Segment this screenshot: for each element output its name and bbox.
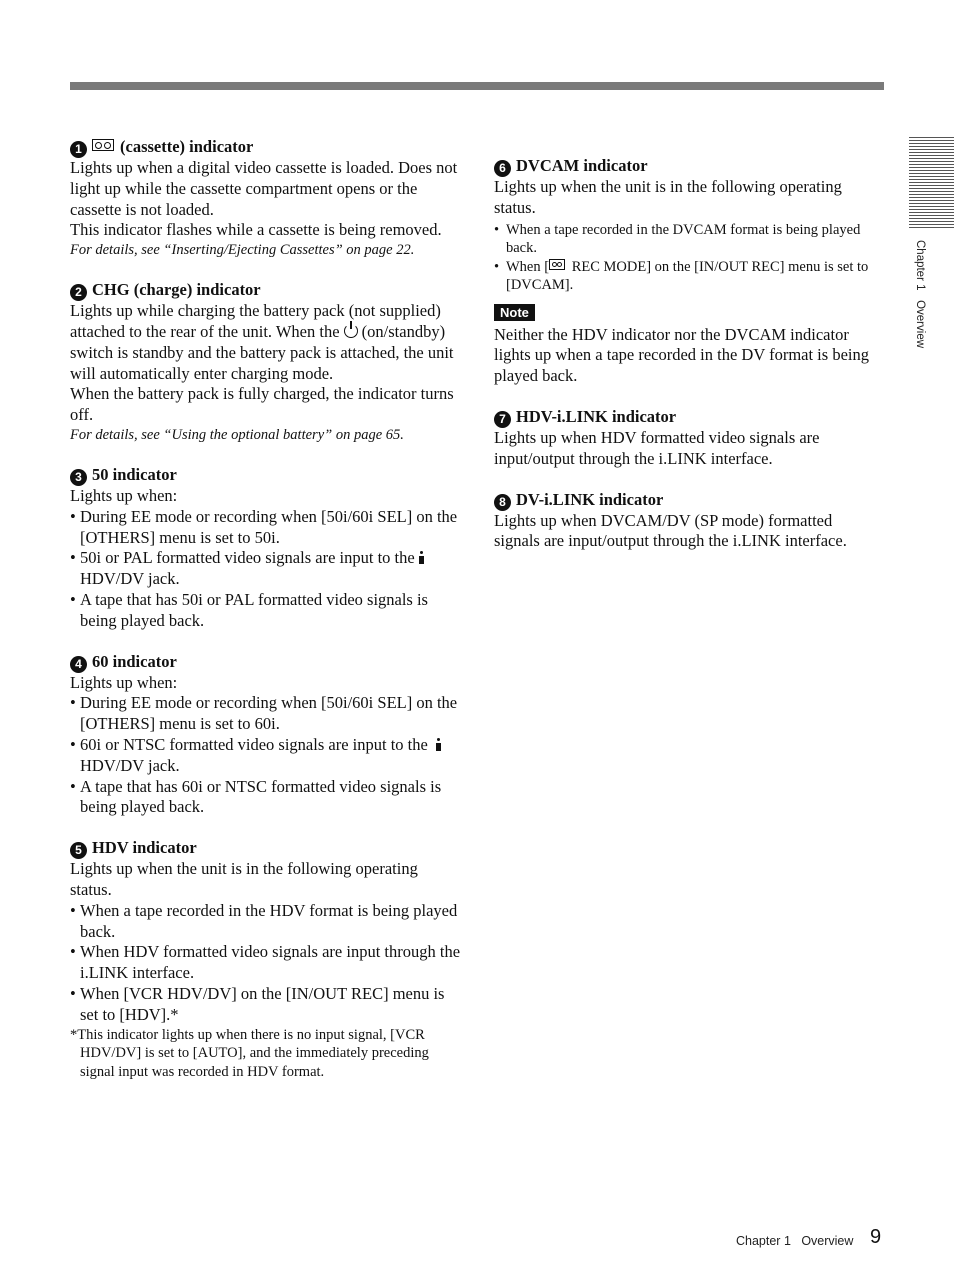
heading-text: CHG (charge) indicator — [92, 280, 261, 300]
number-badge: 2 — [70, 284, 87, 301]
note-label: Note — [494, 304, 535, 321]
list-item-part: 50i or PAL formatted video signals are input to the — [80, 548, 415, 568]
ilink-icon — [435, 738, 441, 751]
list-item: • When [VCR HDV/DV] on the [IN/OUT REC] menu is set to [HDV].* — [70, 984, 462, 1026]
section-50-indicator — [70, 465, 462, 632]
section-heading — [70, 465, 462, 486]
cross-reference: For details, see “Using the optional battery” on page 65. — [70, 426, 404, 443]
body-text: Lights up when the unit is in the following operating status. — [494, 177, 842, 217]
heading-text: DV-i.LINK indicator — [516, 489, 664, 509]
list-item: • When a tape recorded in the DVCAM format is being played back. — [494, 221, 880, 258]
bullet-list — [70, 693, 462, 818]
bullet-list — [70, 507, 462, 632]
body-text: Lights up when a digital video cassette is loaded. Does not light up while the cassette compartment opens or the cassette is not loaded. — [70, 158, 458, 219]
list-item — [70, 548, 462, 590]
section-hdv-indicator — [70, 838, 462, 1081]
body-text: This indicator flashes while a cassette is being removed. — [70, 220, 442, 240]
list-item-part: 60i or NTSC formatted video signals are input to the — [80, 734, 428, 754]
section-dv-ilink-indicator — [494, 490, 880, 553]
section-dvcam-indicator — [494, 156, 880, 387]
number-badge: 3 — [70, 469, 87, 486]
list-item: • During EE mode or recording when [50i/60i SEL] on the [OTHERS] menu is set to 50i. — [70, 507, 462, 549]
list-item: • A tape that has 50i or PAL formatted video signals is being played back. — [70, 590, 462, 632]
cassette-icon — [92, 139, 114, 151]
cassette-icon — [549, 259, 565, 270]
bullet-list — [494, 221, 880, 295]
list-item-part: HDV/DV jack. — [80, 569, 180, 589]
header-rule — [70, 82, 884, 90]
body-text: Lights up when DVCAM/DV (SP mode) formatted signals are input/output through the i.LINK interface. — [494, 510, 847, 551]
number-badge: 7 — [494, 411, 511, 428]
section-heading — [494, 156, 880, 177]
section-cassette-indicator — [70, 137, 462, 260]
body-text — [70, 301, 462, 384]
chapter-tab-stripes — [909, 137, 954, 229]
list-item — [70, 735, 462, 777]
number-badge: 1 — [70, 141, 87, 158]
heading-text: HDV-i.LINK indicator — [516, 406, 677, 426]
section-heading — [494, 490, 880, 511]
list-item — [494, 258, 880, 295]
section-heading — [70, 838, 462, 859]
number-badge: 6 — [494, 160, 511, 177]
heading-text: HDV indicator — [92, 838, 197, 858]
cross-reference: For details, see “Inserting/Ejecting Cassettes” on page 22. — [70, 242, 415, 259]
heading-text: (cassette) indicator — [120, 137, 254, 156]
body-text-part: (on/standby) switch is standby and the battery pack is attached, the unit will automatically enter charging mode. — [70, 321, 454, 383]
page-number: 9 — [870, 1226, 882, 1248]
body-text-part: Lights up while charging the battery pack (not supplied) attached to the rear of the unit. When the — [70, 301, 441, 341]
power-icon — [344, 324, 358, 338]
list-item-part: When [ — [506, 258, 550, 275]
section-chg-indicator — [70, 280, 462, 445]
heading-text: DVCAM indicator — [516, 156, 648, 175]
list-item: • During EE mode or recording when [50i/60i SEL] on the [OTHERS] menu is set to 60i. — [70, 693, 462, 735]
list-item: • When HDV formatted video signals are input through the i.LINK interface. — [70, 942, 462, 984]
note-text: Neither the HDV indicator nor the DVCAM indicator lights up when a tape recorded in the DV format is being played back. — [494, 324, 869, 386]
number-badge: 4 — [70, 656, 87, 673]
section-heading — [494, 407, 880, 428]
section-heading — [70, 280, 462, 301]
chapter-side-tab: Chapter 1 Overview — [914, 240, 926, 349]
body-text: Lights up when: — [70, 485, 178, 505]
list-item-part: HDV/DV jack. — [80, 755, 180, 775]
list-item-part: REC MODE] on the [IN/OUT REC] menu is set to [DVCAM]. — [506, 258, 869, 294]
heading-text: 50 indicator — [92, 464, 177, 484]
body-text: Lights up when HDV formatted video signals are input/output through the i.LINK interface. — [494, 427, 820, 468]
heading-text: 60 indicator — [92, 651, 177, 671]
section-60-indicator — [70, 652, 462, 819]
list-item: • When a tape recorded in the HDV format is being played back. — [70, 901, 462, 943]
section-heading — [70, 137, 462, 158]
body-text: Lights up when the unit is in the following operating status. — [70, 859, 418, 899]
bullet-list — [70, 901, 462, 1026]
list-item: • A tape that has 60i or NTSC formatted video signals is being played back. — [70, 777, 462, 819]
section-heading — [70, 652, 462, 673]
body-text: Lights up when: — [70, 672, 178, 692]
footer-chapter: Chapter 1 Overview — [736, 1234, 854, 1248]
number-badge: 5 — [70, 842, 87, 859]
number-badge: 8 — [494, 494, 511, 511]
ilink-icon — [418, 551, 424, 564]
body-text: When the battery pack is fully charged, the indicator turns off. — [70, 384, 454, 425]
section-hdv-ilink-indicator — [494, 407, 880, 470]
right-column — [494, 156, 880, 572]
left-column — [70, 137, 462, 1101]
footnote: *This indicator lights up when there is no input signal, [VCR HDV/DV] is set to [AUTO], and the immediately preceding signal input was recorded in HDV format. — [70, 1026, 429, 1080]
